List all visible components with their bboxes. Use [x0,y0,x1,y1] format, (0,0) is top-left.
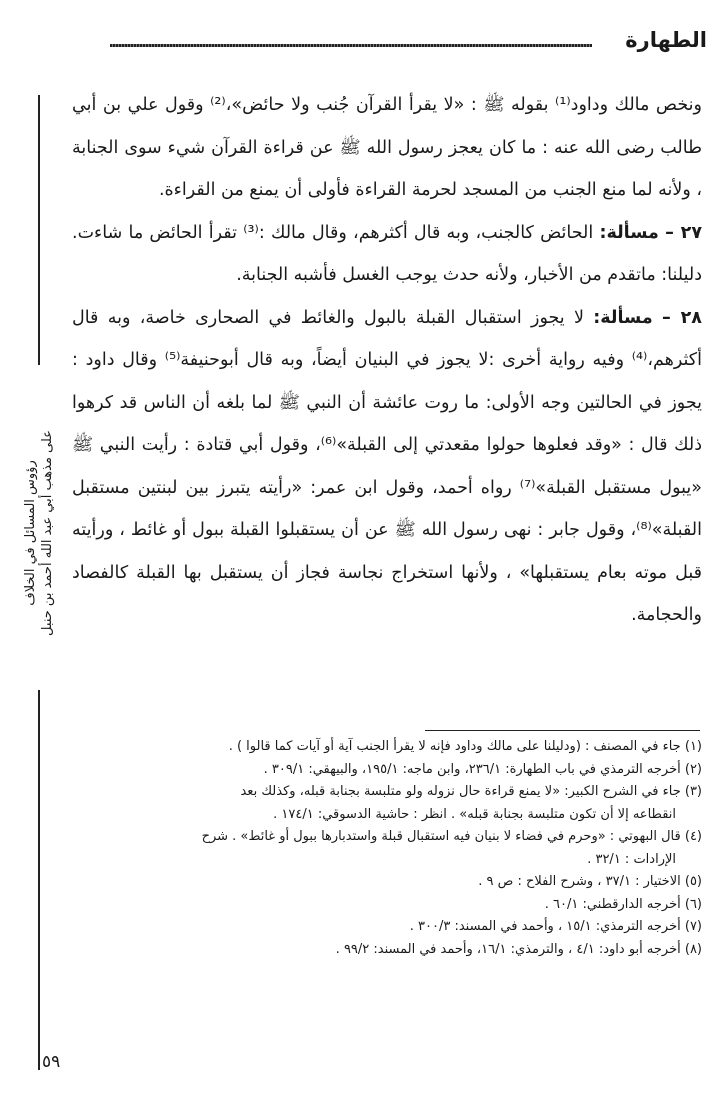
issue-27-number: ٢٧ – [665,222,703,243]
page-number: ٥٩ [42,1052,61,1072]
chapter-title: الطهارة [625,28,707,52]
issue-28-label: مسألة: [593,307,653,328]
footnotes [42,736,702,961]
paragraph-intro: ونخص مالك وداود⁽¹⁾ بقوله ﷺ : «لا يقرأ القرآن جُنب ولا حائض»،⁽²⁾ وقول علي بن أبي طالب رضى الله عنه : ما كان يعجز رسول الله ﷺ عن قراءة القرآن شيء سوى الجنابة ، ولأنه لما منع الجنب من المسجد لحرمة القراءة فأولى أن يمنع من القراءة. [72,95,702,200]
side-rule-top [38,95,40,365]
footnote-7: (٧) أخرجه الترمذي: ١٥/١ ، وأحمد في المسند: ٣٠٠/٣ . [409,919,702,934]
issue-28 [72,297,702,637]
issue-27-text: الحائض كالجنب، وبه قال أكثرهم، وقال مالك :⁽³⁾ تقرأ الحائض ما شاءت. دليلنا: ماتقدم من الأخبار، ولأنه حدث يوجب الغسل فأشبه الجنابة. [72,222,702,285]
main-text [72,84,702,637]
side-rule-bottom [38,690,40,1070]
issue-27 [72,212,702,297]
footnote-4-continued: الإرادات : ٣٢/١ . [587,851,676,867]
footnote-5: (٥) الاختيار : ٣٧/١ ، وشرح الفلاح : ص ٩ . [478,874,702,889]
running-header [110,28,707,68]
footnote-6: (٦) أخرجه الدارقطني: ٦٠/١ . [544,896,702,912]
side-title-line1: رؤوس المسائل في الخلاف [23,460,38,606]
footnote-1: (١) جاء في المصنف : (ودليلنا على مالك وداود فإنه لا يقرأ الجنب آية أو آيات كما قالوا ) . [228,739,702,754]
header-rule [110,44,592,47]
footnote-3: (٣) جاء في الشرح الكبير: «لا يمنع قراءة حال نزوله ولو متلبسة بجنابة قبله، وكذلك بعد [240,784,702,799]
side-running-title [4,388,74,678]
footnote-2: (٢) أخرجه الترمذي في باب الطهارة: ٢٣٦/١، وابن ماجه: ١٩٥/١، والبيهقي: ٣٠٩/١ . [263,761,702,777]
issue-28-number: ٢٨ – [662,307,702,328]
footnote-8: (٨) أخرجه أبو داود: ٤/١ ، والترمذي: ١٦/١، وأحمد في المسند: ٩٩/٢ . [335,941,702,957]
issue-27-label: مسألة: [599,222,659,243]
issue-28-text: لا يجوز استقبال القبلة بالبول والغائط في الصحارى خاصة، وبه قال أكثرهم،⁽⁴⁾ وفيه رواية أخرى :لا يجوز في البنيان أيضاً، وبه قال أبوحنيفة⁽⁵⁾ وقال داود : يجوز في الحالتين وجه الأولى: ما روت عائشة أن النبي ﷺ لما بلغه أن الناس قد كرهوا ذلك قال : «وقد فعلوها حولوا مقعدتي إلى القبلة»⁽⁶⁾، وقول أبي قتادة : رأيت النبي ﷺ «يبول مستقبل القبلة»⁽⁷⁾ رواه أحمد، وقول ابن عمر: «رأيته يتبرز بين لبنتين مستقبل القبلة»⁽⁸⁾، وقول جابر : نهى رسول الله ﷺ عن أن يستقبلوا القبلة ببول أو غائط ، ورأيته قبل موته بعام يستقبلها» ، ولأنها استخراج نجاسة فجاز أن يستقبل بها القبلة كالفصاد والحجامة. [72,307,702,625]
footnote-4: (٤) قال البهوتي : «وحرم في فضاء لا بنيان فيه استقبال قبلة واستدبارها ببول أو غائط» . شرح [201,829,702,844]
footnote-separator [425,730,700,731]
side-title-line2: على مذهب أبي عبد الله أحمد بن حنبل [40,430,55,636]
footnote-3-continued: انقطاعه إلا أن تكون متلبسة بجنابة قبله» . انظر : حاشية الدسوقي: ١٧٤/١ . [273,806,676,822]
